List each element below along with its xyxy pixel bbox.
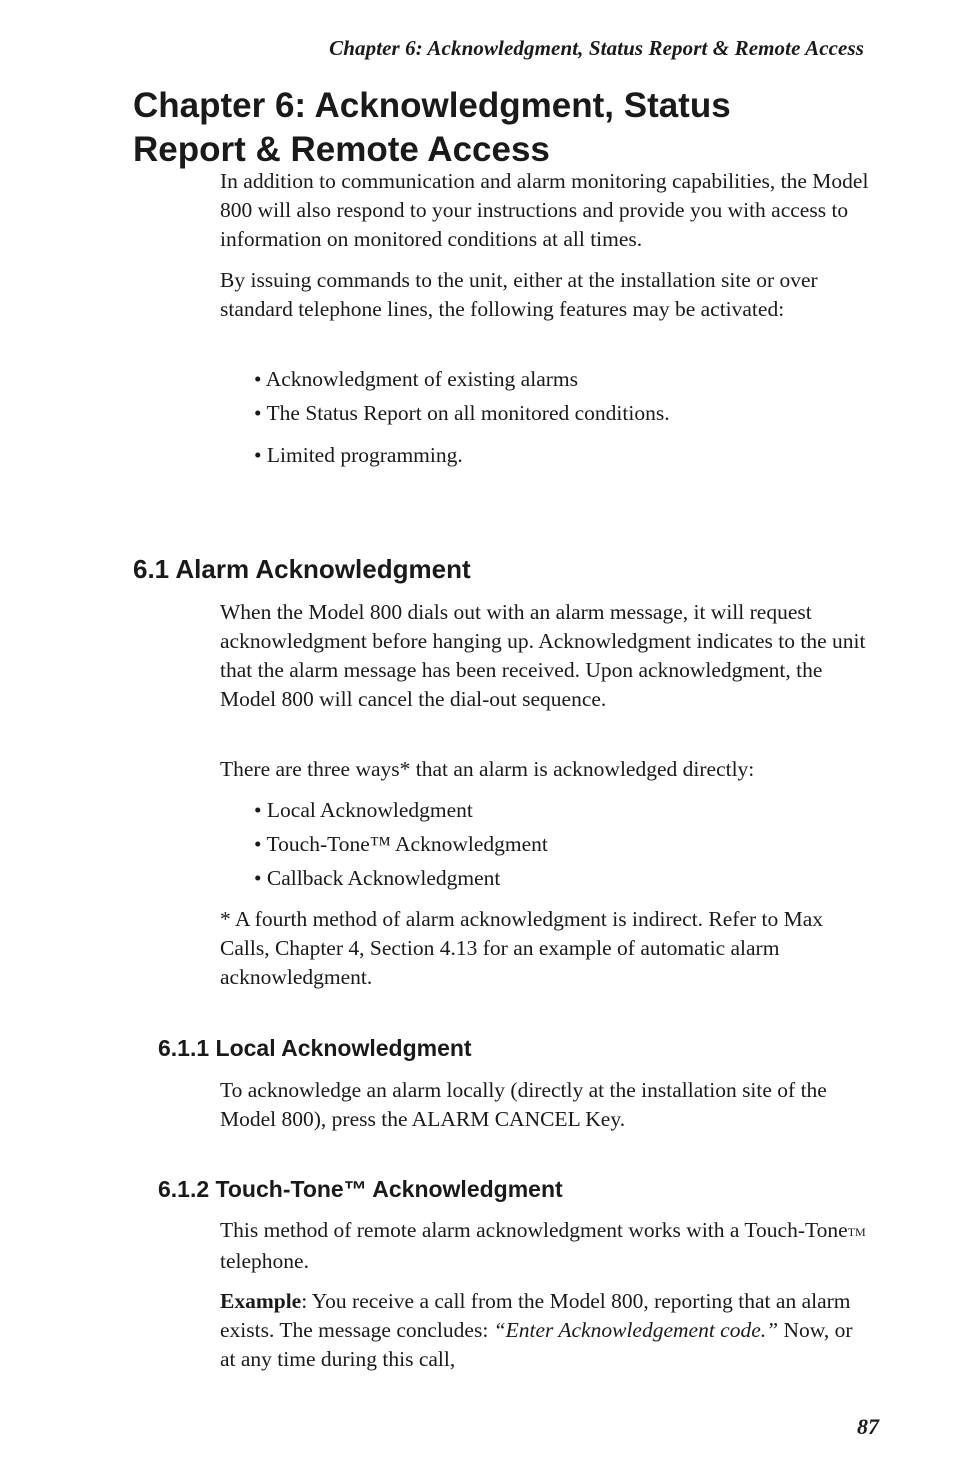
list-item: • Limited programming. [254,443,463,467]
footnote-text: * A fourth method of alarm acknowledgment is indirect. Refer to Max Calls, Chapter 4, Section 4.13 for an example of automatic alarm acknowledgment. [220,907,824,989]
section-6-1-paragraph-2 [220,755,870,784]
section-6-1-text-1: When the Model 800 dials out with an alarm message, it will request acknowledgment before hanging up. Acknowledgment indicates to the unit that the alarm message has been received. Upon acknowledgment, the Model 800 will cancel the dial-out sequence. [220,600,866,711]
section-6-1-2-text-1: This method of remote alarm acknowledgment works with a Touch-ToneTM telephone. [220,1218,866,1273]
footnote [220,905,870,992]
list-item: • Acknowledgment of existing alarms [254,367,578,391]
list-item: • Local Acknowledgment [254,798,473,822]
chapter-title-line2: Report & Remote Access [133,130,550,169]
running-header: Chapter 6: Acknowledgment, Status Report & Remote Access [329,36,864,60]
list-item: • Touch-Tone™ Acknowledgment [254,832,548,856]
section-6-1-1-text: To acknowledge an alarm locally (directly at the installation site of the Model 800), press the ALARM CANCEL Key. [220,1078,827,1131]
section-heading-6-1: 6.1 Alarm Acknowledgment [133,554,471,584]
section-6-1-paragraph-1 [220,598,870,714]
list-item: • The Status Report on all monitored conditions. [254,401,670,425]
example-label: Example [220,1289,302,1313]
page-number: 87 [857,1414,879,1439]
example-quote: “Enter Acknowledgement code.” [493,1318,779,1342]
section-6-1-1-paragraph [220,1076,870,1134]
intro-paragraph-1 [220,167,870,254]
intro-paragraph-2 [220,266,870,324]
trademark-mark: TM [847,1225,866,1239]
intro-text-2: By issuing commands to the unit, either at the installation site or over standard telephone lines, the following features may be activated: [220,268,818,321]
example-text: Example: You receive a call from the Model 800, reporting that an alarm exists. The message concludes: “Enter Acknowledgement code.” Now, or at any time during this call, [220,1289,853,1371]
section-6-1-2-paragraph-1 [220,1216,870,1276]
chapter-title-line1: Chapter 6: Acknowledgment, Status [133,86,731,125]
section-heading-6-1-2: 6.1.2 Touch-Tone™ Acknowledgment [158,1176,563,1202]
list-item: • Callback Acknowledgment [254,866,501,890]
chapter-title [133,84,853,172]
intro-text-1: In addition to communication and alarm monitoring capabilities, the Model 800 will also respond to your instructions and provide you with access to information on monitored conditions at all times. [220,169,869,251]
section-6-1-text-2: There are three ways* that an alarm is acknowledged directly: [220,757,755,781]
section-heading-6-1-1: 6.1.1 Local Acknowledgment [158,1035,472,1061]
example-paragraph [220,1287,870,1374]
